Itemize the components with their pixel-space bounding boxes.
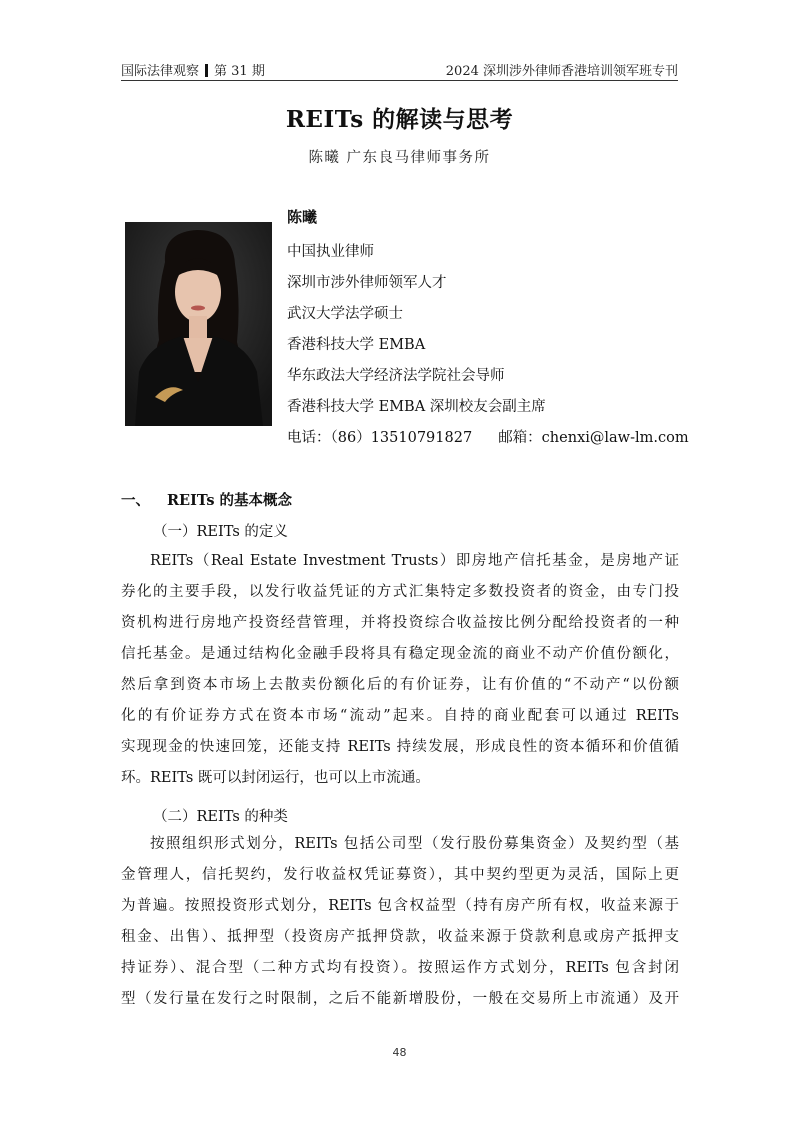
contact-line xyxy=(287,423,707,454)
paragraph-line: 化的有价证券方式在资本市场“流动”起来。自持的商业配套可以通过 REITs xyxy=(121,708,679,724)
paragraph-line: 持证券）、混合型（二种方式均有投资）。按照运作方式划分，REITs 包含封闭 xyxy=(121,960,679,976)
header-journal-name: 国际法律观察 xyxy=(121,64,200,79)
header-rule xyxy=(121,80,678,81)
profile-line: 武汉大学法学硕士 xyxy=(287,306,403,322)
section-heading xyxy=(121,489,292,510)
paragraph-line: 为普遍。按照投资形式划分，REITs 包含权益型（持有房产所有权，收益来源于 xyxy=(121,898,679,914)
subsection-heading-definition: （一）REITs 的定义 xyxy=(153,524,288,540)
profile-line: 华东政法大学经济法学院社会导师 xyxy=(287,368,505,384)
paragraph-line: 按照组织形式划分，REITs 包括公司型（发行股份募集资金）及契约型（基 xyxy=(150,836,679,852)
author-profile xyxy=(287,205,707,454)
section-number: 一、 xyxy=(121,492,150,509)
article-byline: 陈曦 广东良马律师事务所 xyxy=(308,150,491,166)
profile-line: 深圳市涉外律师领军人才 xyxy=(287,275,447,291)
paragraph-line: 券化的主要手段，以发行收益凭证的方式汇集特定多数投资者的资金，由专门投 xyxy=(121,584,679,600)
paragraph-line: 然后拿到资本市场上去散卖份额化后的有价证券，让有价值的“不动产“以份额 xyxy=(121,677,679,693)
article-title: REITs 的解读与思考 xyxy=(285,106,514,133)
author-photo xyxy=(125,222,272,426)
author-email[interactable]: 邮箱：chenxi@law-lm.com xyxy=(498,430,689,446)
header-journal-issue xyxy=(121,60,265,79)
paragraph-line: 租金、出售）、抵押型（投资房产抵押贷款，收益来源于贷款利息或房产抵押支 xyxy=(121,929,679,945)
profile-line: 香港科技大学 EMBA xyxy=(287,337,426,353)
author-phone: 电话：（86）13510791827 xyxy=(287,430,473,446)
paragraph-line: 资机构进行房地产投资经营管理，并将投资综合收益按比例分配给投资者的一种 xyxy=(121,615,679,631)
page-number: 48 xyxy=(392,1046,407,1059)
paragraph-line: 信托基金。是通过结构化金融手段将具有稳定现金流的商业不动产价值份额化， xyxy=(121,646,679,662)
paragraph-line: REITs（Real Estate Investment Trusts）即房地产信托基金，是房地产证 xyxy=(150,553,679,569)
paragraph-types xyxy=(121,829,679,1015)
profile-line: 中国执业律师 xyxy=(287,244,374,260)
running-header xyxy=(121,58,678,78)
subsection-heading-types: （二）REITs 的种类 xyxy=(153,809,288,825)
header-issue-number: 第 31 期 xyxy=(214,64,265,79)
paragraph-definition xyxy=(121,546,679,794)
author-name: 陈曦 xyxy=(287,208,318,226)
section-title: REITs 的基本概念 xyxy=(167,492,293,509)
header-special-issue: 2024 深圳涉外律师香港培训领军班专刊 xyxy=(445,64,678,79)
paragraph-line: 型（发行量在发行之时限制，之后不能新增股份，一般在交易所上市流通）及开 xyxy=(121,991,679,1007)
profile-line: 香港科技大学 EMBA 深圳校友会副主席 xyxy=(287,399,546,415)
paragraph-line: 实现现金的快速回笼，还能支持 REITs 持续发展，形成良性的资本循环和价值循 xyxy=(121,739,679,755)
paragraph-line: 环。REITs 既可以封闭运行，也可以上市流通。 xyxy=(121,770,430,786)
header-separator-bar xyxy=(205,64,208,77)
paragraph-line: 金管理人，信托契约，发行收益权凭证募资），其中契约型更为灵活，国际上更 xyxy=(121,867,679,883)
